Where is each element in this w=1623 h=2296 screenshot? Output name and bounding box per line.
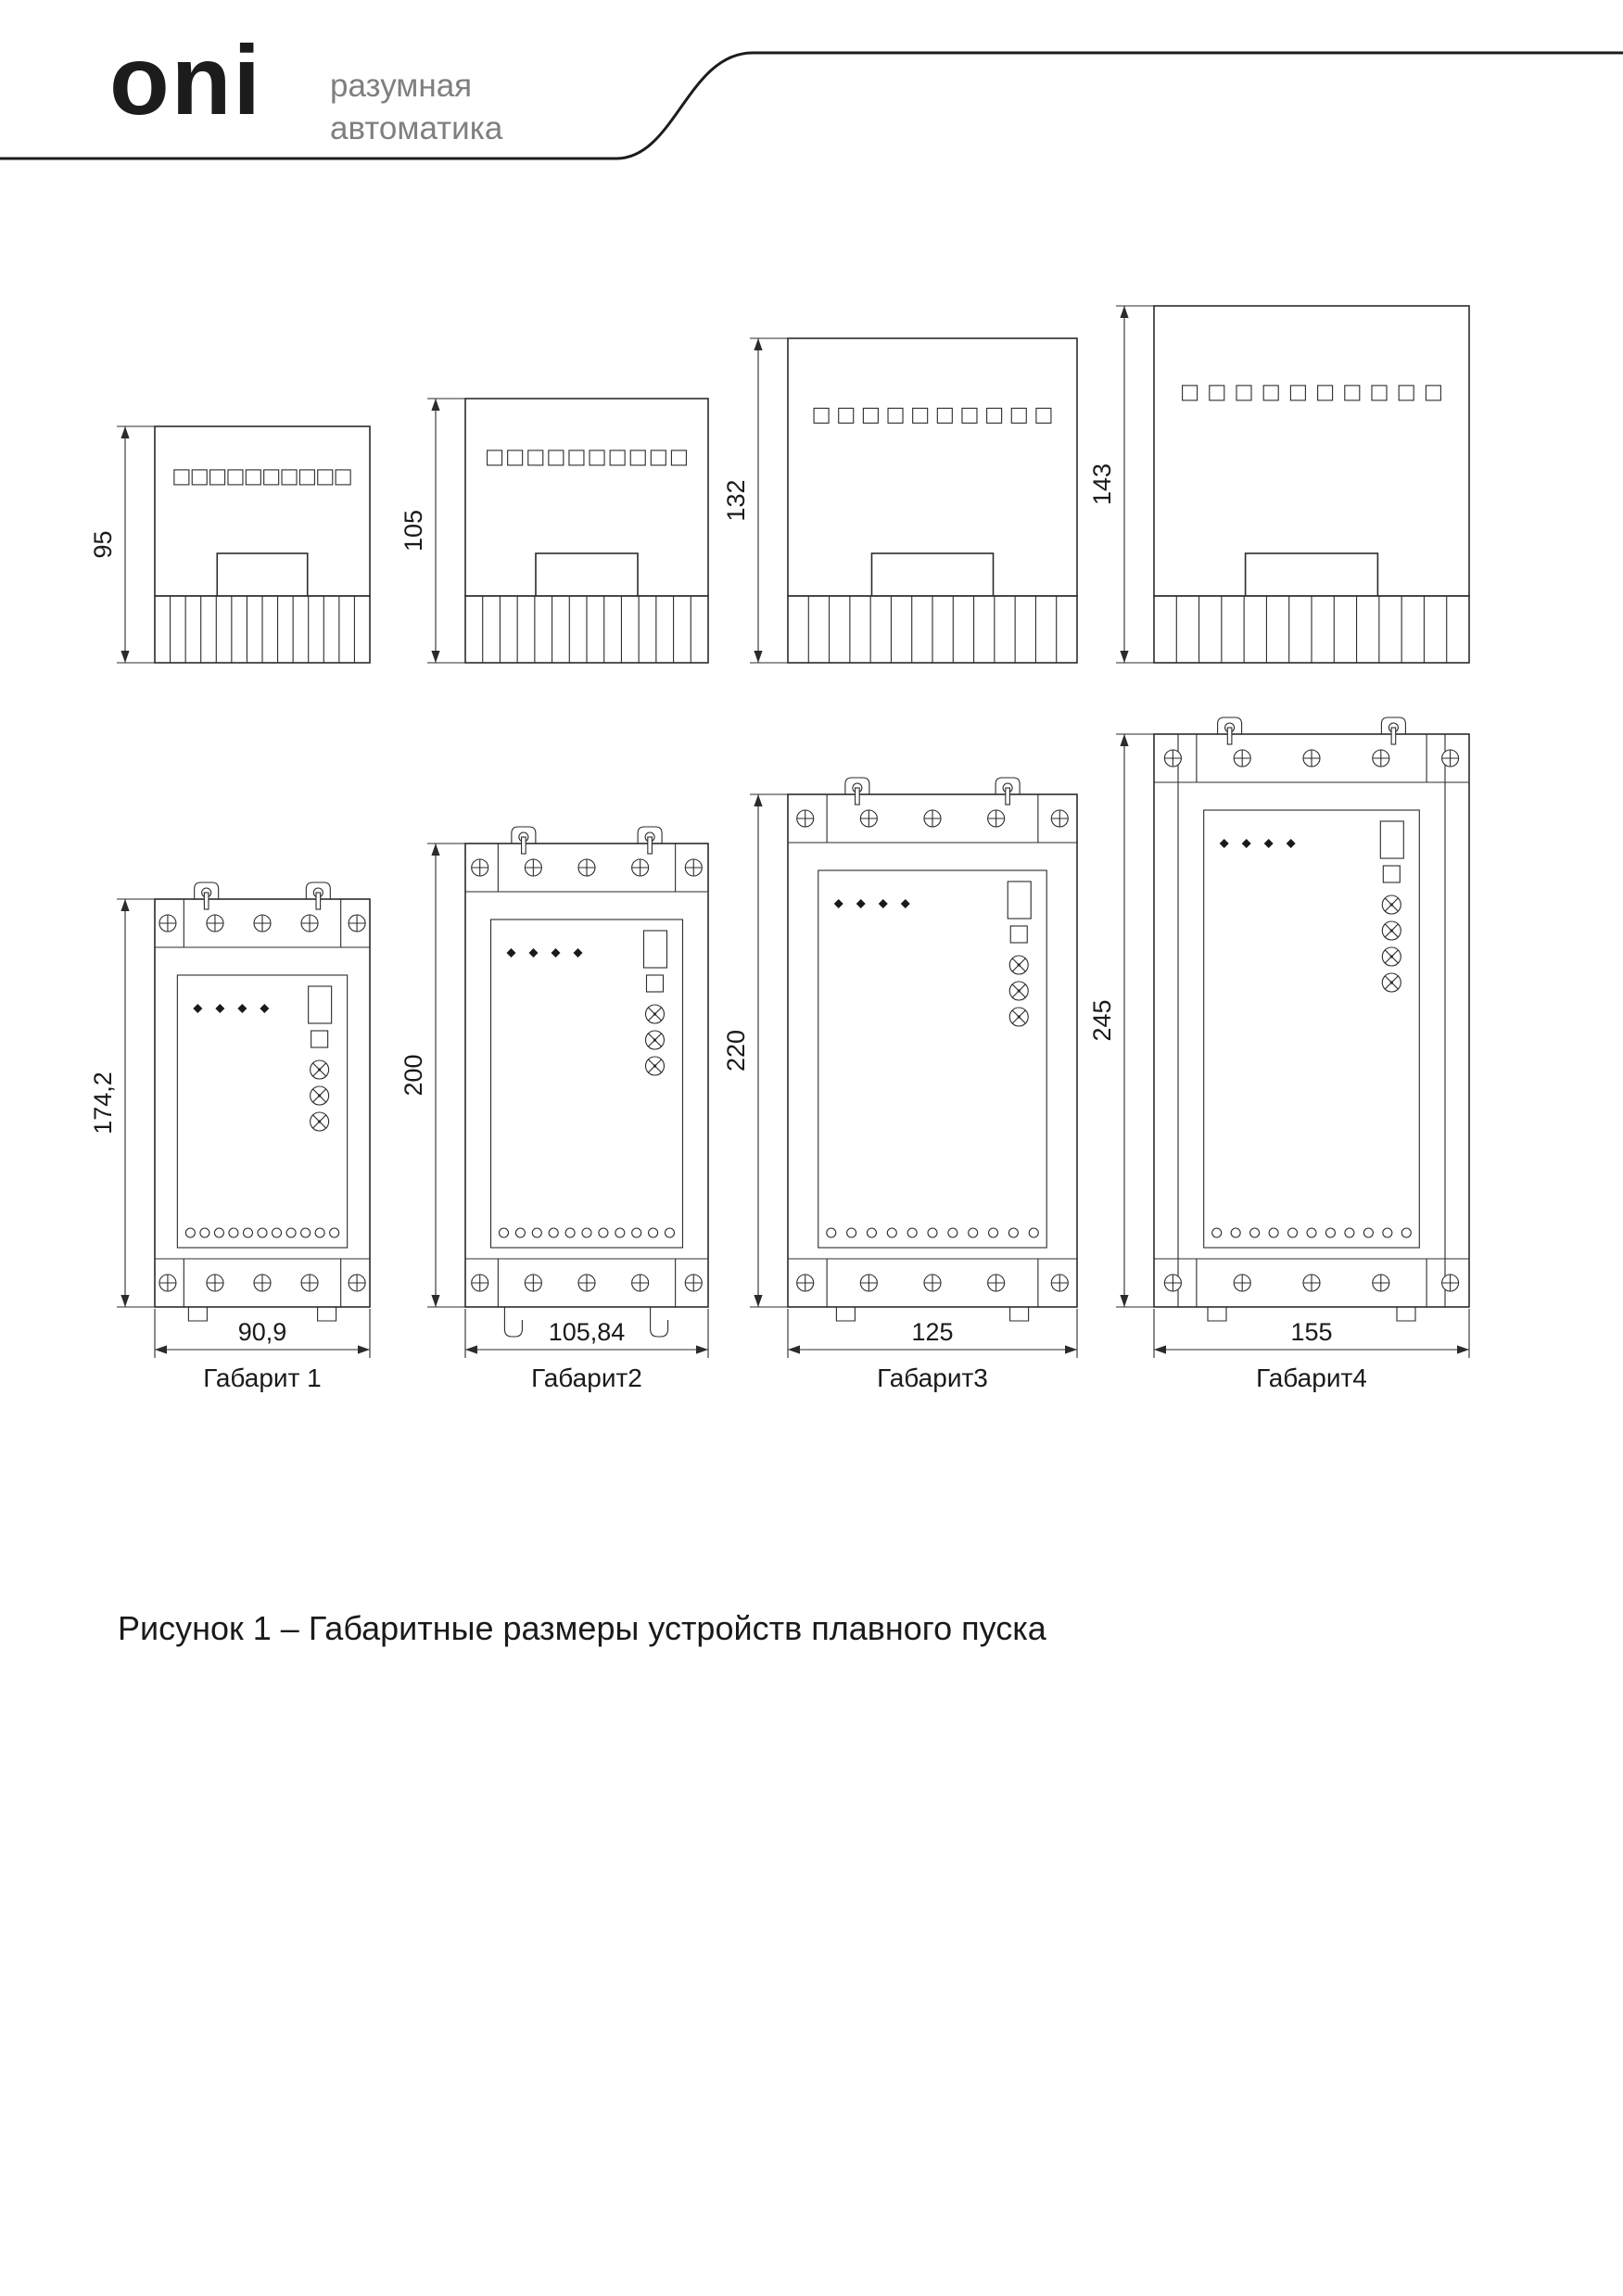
top-view-size-1 (89, 426, 370, 663)
tagline-line2: автоматика (330, 109, 503, 146)
size-label-2: Габарит2 (531, 1364, 642, 1392)
front-view-size-1 (89, 882, 370, 1392)
top-view-size-3 (722, 338, 1077, 663)
width-dimension-2: 105,84 (548, 1318, 626, 1346)
depth-dimension-4: 143 (1088, 463, 1116, 506)
front-view-size-2 (399, 827, 708, 1392)
oni-logo: oni (109, 26, 262, 135)
height-dimension-3: 220 (722, 1029, 750, 1072)
height-dimension-2: 200 (399, 1054, 427, 1097)
width-dimension-3: 125 (911, 1318, 954, 1346)
height-dimension-4: 245 (1088, 999, 1116, 1042)
depth-dimension-1: 95 (89, 530, 117, 559)
top-view-size-2 (399, 399, 708, 663)
size-label-4: Габарит4 (1256, 1364, 1367, 1392)
depth-dimension-2: 105 (399, 509, 427, 552)
size-label-1: Габарит 1 (203, 1364, 322, 1392)
height-dimension-1: 174,2 (89, 1072, 117, 1135)
figure-caption: Рисунок 1 – Габаритные размеры устройств плавного пуска (118, 1609, 1046, 1647)
width-dimension-4: 155 (1290, 1318, 1333, 1346)
width-dimension-1: 90,9 (237, 1318, 287, 1346)
depth-dimension-3: 132 (722, 479, 750, 522)
top-view-size-4 (1088, 306, 1469, 663)
size-label-3: Габарит3 (877, 1364, 988, 1392)
front-view-size-3 (722, 778, 1077, 1392)
tagline-line1: разумная (330, 68, 473, 104)
front-view-size-4 (1088, 717, 1469, 1392)
